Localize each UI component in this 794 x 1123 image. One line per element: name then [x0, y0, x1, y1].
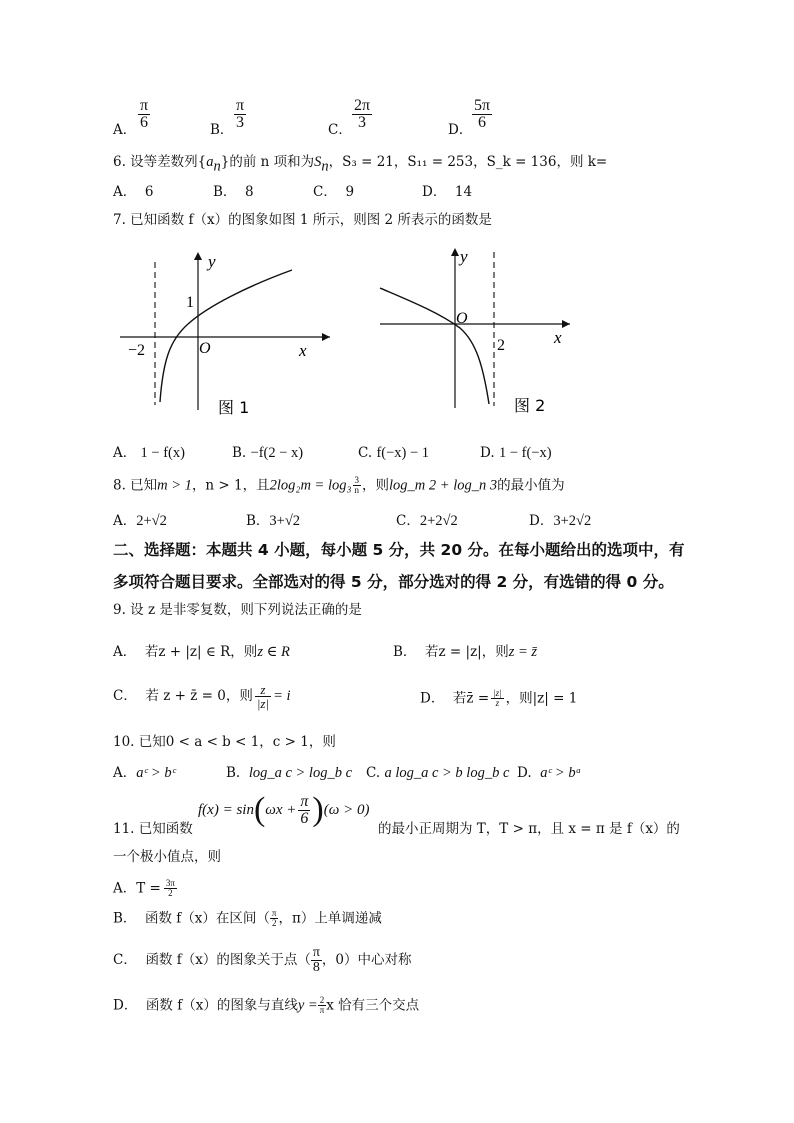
- q5-option-a-label: A．: [113, 122, 137, 138]
- q11-stem-b: 的最小正周期为 T，T > π，且 x = π 是 f（x）的: [378, 821, 680, 837]
- q10-option-a: A．aᶜ > bᶜ: [113, 765, 176, 781]
- q7-figure-2: [368, 240, 578, 420]
- section-2-heading-line-1: 二、选择题：本题共 4 小题，每小题 5 分，共 20 分。在每小题给出的选项中，有: [113, 541, 685, 559]
- q11-option-d: D． 函数 f（x）的图象与直线y = $\frac{2}{\pi}$ x 恰有三个交点: [113, 995, 420, 1016]
- q8-option-c: C．2+2√2: [396, 513, 458, 529]
- q7-option-b: B. −f(2 − x): [232, 445, 304, 461]
- q5-option-d-value: $\frac{5\pi}{6}$: [474, 97, 491, 131]
- q5-option-c-value: $\frac{2\pi}{3}$: [354, 97, 371, 131]
- fig1-y-label: y: [208, 252, 216, 271]
- q8-option-d: D．3+2√2: [529, 513, 592, 529]
- q11-option-c: C． 函数 f（x）的图象关于点（ $\frac{\pi}{8}$ ，0）中心对称: [113, 945, 412, 975]
- q11-stem-c: 一个极小值点，则: [113, 849, 221, 865]
- q11-option-a: A．T = $\frac{3\pi}{2}$: [113, 878, 175, 899]
- q9-option-b: B． 若z = |z|，则z = z̄: [393, 644, 538, 660]
- q9-option-c: C． 若 z + z̄ = 0，则 $\frac{z}{|z|}$ = i: [113, 682, 291, 711]
- fig2-caption: 图 2: [514, 396, 546, 415]
- q10-option-c: C. a log_a c > b log_b c: [366, 765, 510, 781]
- q8-stem: 8. 已知m > 1，n > 1，且2log₂m = log₃ $\frac{3}{n}$ ，则log_m 2 + log_n 3的最小值为: [113, 475, 565, 496]
- q5-option-b-label: B．: [210, 122, 234, 138]
- q10-option-d: D. aᶜ > bᵃ: [517, 765, 582, 781]
- q6-option-b: B． 8: [213, 184, 254, 200]
- fig2-y-label: y: [460, 247, 468, 266]
- q5-option-d-label: D．: [448, 122, 473, 138]
- q10-option-b: B. log_a c > log_b c: [226, 765, 353, 781]
- q11-option-b: B． 函数 f（x）在区间（ $\frac{\pi}{2}$ ，π）上单调递减: [113, 908, 382, 929]
- q7-option-a: A． 1 − f(x): [113, 445, 185, 461]
- q5-option-c-label: C．: [328, 122, 352, 138]
- q5-option-a-value: $\frac{\pi}{6}$: [140, 97, 149, 131]
- q8-option-b: B．3+√2: [246, 513, 301, 529]
- q9-stem: 9. 设 z 是非零复数，则下列说法正确的是: [113, 602, 362, 618]
- q7-option-c: C. f(−x) − 1: [358, 445, 430, 461]
- q6-option-a: A． 6: [113, 184, 154, 200]
- q8-option-a: A．2+√2: [113, 513, 167, 529]
- q10-stem: 10. 已知0 < a < b < 1，c > 1，则: [113, 734, 336, 750]
- fig2-two-label: 2: [497, 337, 505, 354]
- fig2-y-arrow: [451, 248, 459, 256]
- q11-stem-a: 11. 已知函数: [113, 821, 193, 837]
- fig1-y-arrow: [194, 252, 202, 260]
- fig1-caption: 图 1: [218, 398, 250, 417]
- fig2-curve: [380, 288, 489, 404]
- q9-option-d: D． 若z̄ = $\frac{|z|}{z}$ ，则|z| = 1: [420, 688, 578, 709]
- q9-option-a: A． 若z + |z| ∈ R，则z ∈ R: [113, 644, 290, 660]
- fig1-minus-two-label: −2: [128, 342, 146, 359]
- fig2-x-arrow: [562, 320, 570, 328]
- q11-formula: f(x) = sin(ωx + $\frac{\pi}{6}$ )(ω > 0): [198, 791, 370, 828]
- fig1-x-arrow: [322, 333, 330, 341]
- fig1-intercept-label: 1: [186, 294, 194, 311]
- q7-option-d: D. 1 − f(−x): [480, 445, 552, 461]
- section-2-heading-line-2: 多项符合题目要求。全部选对的得 5 分，部分选对的得 2 分，有选错的得 0 分。: [113, 573, 674, 591]
- q5-option-b-value: $\frac{\pi}{3}$: [236, 97, 245, 131]
- fig2-x-label: x: [554, 328, 562, 347]
- q6-stem: 6. 设等差数列$\{a_n\}$的前 n 项和为$S_n$，S₃ = 21，S₁₁ = 253，S_k = 136，则 k=: [113, 154, 608, 175]
- q6-option-c: C． 9: [313, 184, 355, 200]
- q7-stem: 7. 已知函数 f（x）的图象如图 1 所示，则图 2 所表示的函数是: [113, 212, 492, 228]
- q7-figure-1: [108, 240, 338, 420]
- fig1-origin-label: O: [199, 340, 211, 357]
- fig1-x-label: x: [299, 341, 307, 360]
- fig1-curve: [160, 270, 292, 402]
- fig2-origin-label: O: [456, 310, 468, 327]
- q6-option-d: D． 14: [422, 184, 473, 200]
